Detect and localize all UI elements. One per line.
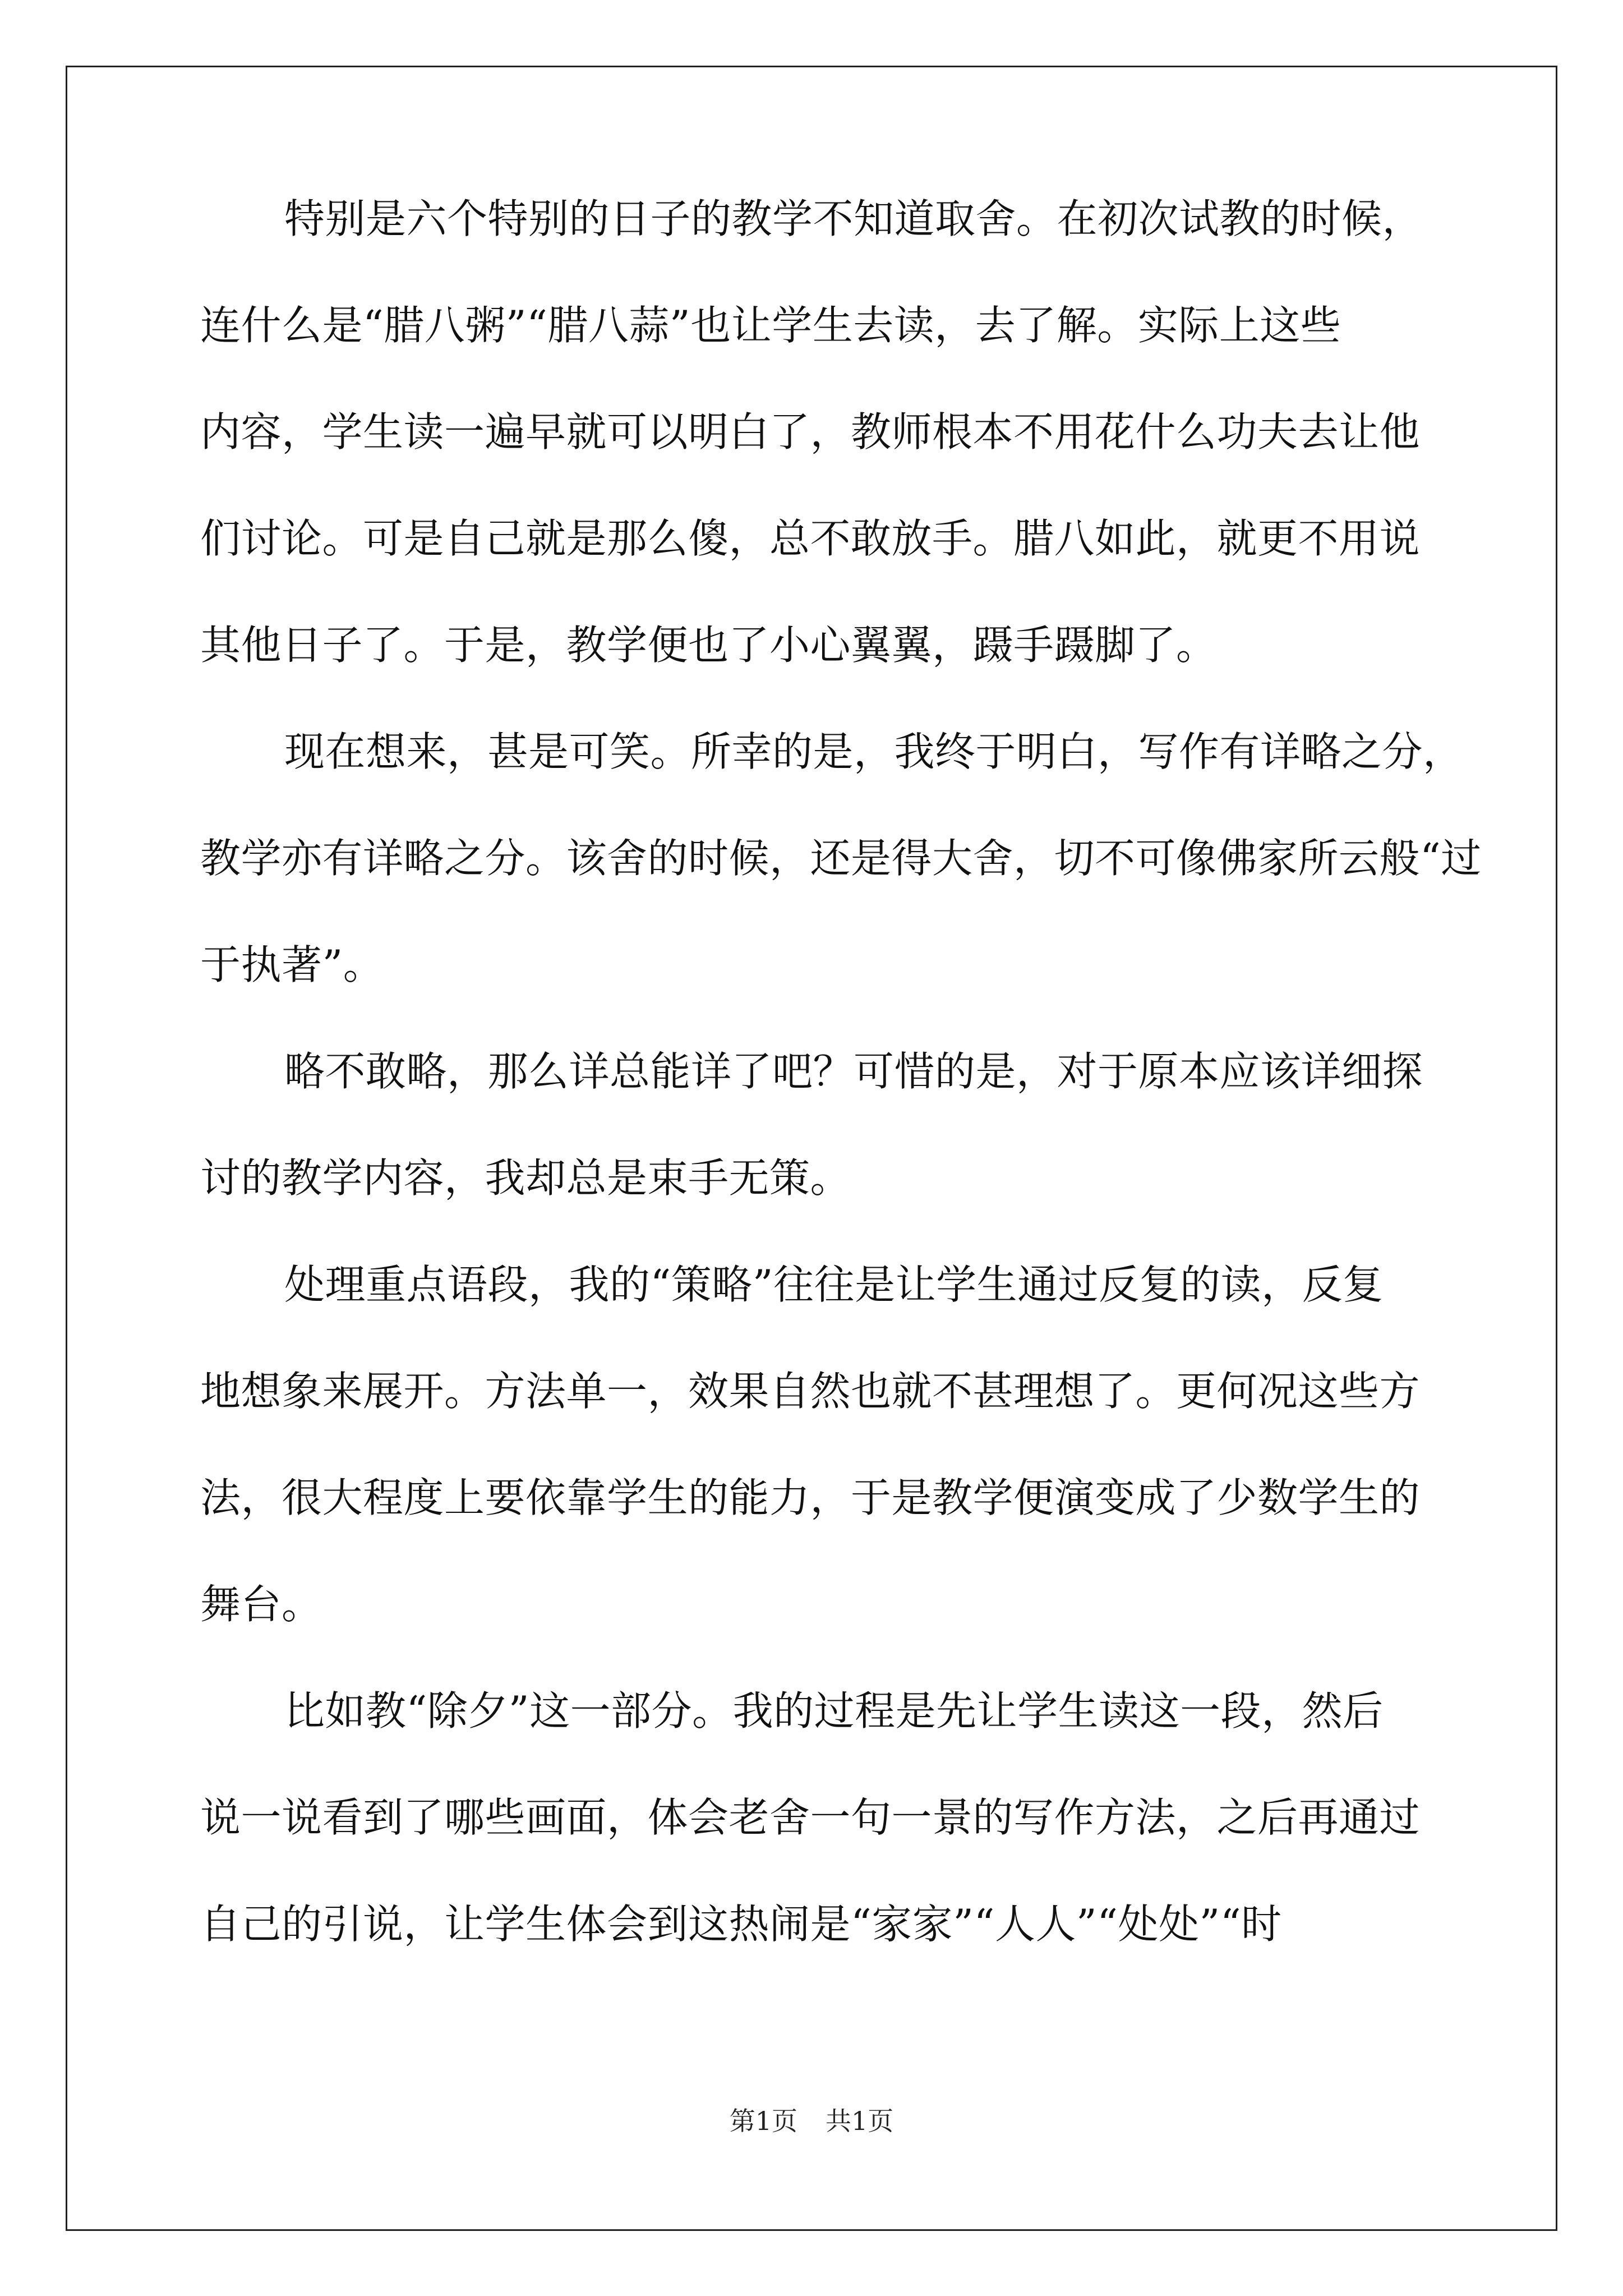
page-number: 第1页: [729, 2106, 797, 2136]
page-footer: [0, 2101, 1623, 2138]
paragraph-4-line-3: 法，很大程度上要依靠学生的能力，于是教学便演变成了少数学生的: [200, 1474, 1421, 1521]
paragraph-1-line-1: 特别是六个特别的日子的教学不知道取舍。在初次试教的时候，: [284, 195, 1423, 242]
paragraph-5-line-3: 自己的引说，让学生体会到这热闹是“家家”“人人”“处处”“时: [200, 1901, 1282, 1948]
paragraph-4-line-4: 舞台。: [200, 1581, 322, 1628]
paragraph-5-line-1: 比如教“除夕”这一部分。我的过程是先让学生读这一段，然后: [284, 1687, 1384, 1734]
page-total: 共1页: [826, 2106, 894, 2136]
paragraph-3-line-1: 略不敢略，那么详总能详了吧？可惜的是，对于原本应该详细探: [284, 1048, 1423, 1095]
paragraph-4-line-1: 处理重点语段，我的“策略”往往是让学生通过反复的读，反复: [284, 1261, 1384, 1308]
paragraph-2-line-1: 现在想来，甚是可笑。所幸的是，我终于明白，写作有详略之分，: [284, 728, 1464, 775]
paragraph-3-line-2: 讨的教学内容，我却总是束手无策。: [200, 1154, 851, 1202]
paragraph-2-line-3: 于执著”。: [200, 941, 384, 988]
paragraph-5-line-2: 说一说看到了哪些画面，体会老舍一句一景的写作方法，之后再通过: [200, 1794, 1421, 1841]
paragraph-4-line-2: 地想象来展开。方法单一，效果自然也就不甚理想了。更何况这些方: [200, 1368, 1421, 1415]
paragraph-1-line-4: 们讨论。可是自己就是那么傻，总不敢放手。腊八如此，就更不用说: [200, 515, 1421, 562]
paragraph-2-line-2: 教学亦有详略之分。该舍的时候，还是得大舍，切不可像佛家所云般“过: [200, 835, 1482, 882]
paragraph-1-line-3: 内容，学生读一遍早就可以明白了，教师根本不用花什么功夫去让他: [200, 408, 1421, 455]
paragraph-1-line-5: 其他日子了。于是，教学便也了小心翼翼，蹑手蹑脚了。: [200, 622, 1217, 669]
paragraph-1-line-2: 连什么是“腊八粥”“腊八蒜”也让学生去读，去了解。实际上这些: [200, 302, 1341, 349]
